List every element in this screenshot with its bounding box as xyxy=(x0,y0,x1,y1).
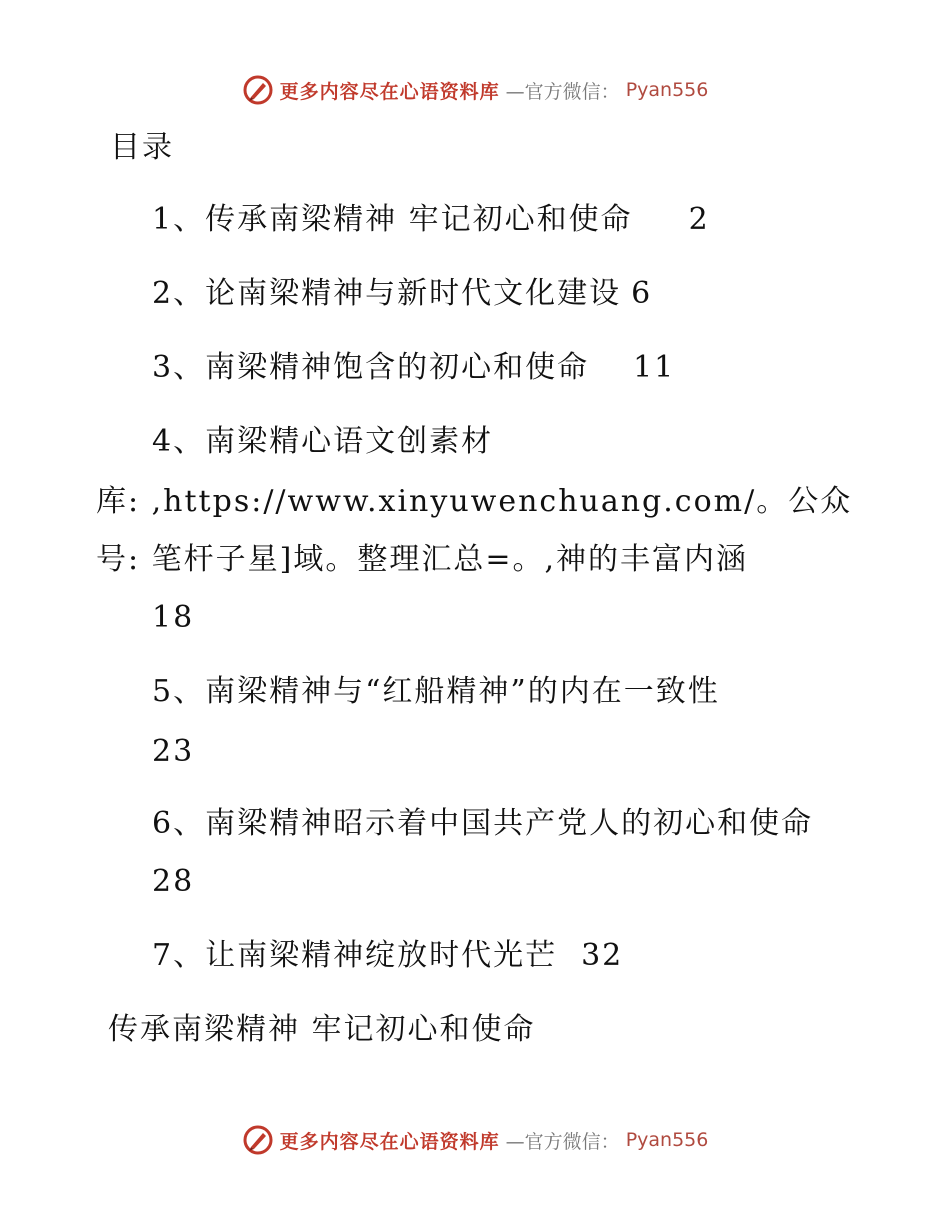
toc-entry-7[interactable] xyxy=(152,936,623,976)
footer-banner xyxy=(0,1120,950,1160)
toc-entry-label: 7、让南梁精神绽放时代光芒 xyxy=(152,938,558,973)
toc-entry-6-page: 28 xyxy=(152,864,195,899)
toc-entry-page: 32 xyxy=(581,938,624,973)
toc-entry-5[interactable]: 5、南梁精神与“红船精神”的内在一致性 xyxy=(152,674,720,709)
pen-logo-icon xyxy=(242,74,274,106)
toc-entry-4-page: 18 xyxy=(152,600,195,635)
pen-logo-icon xyxy=(242,1124,274,1156)
toc-entry-page: 6 xyxy=(631,276,653,311)
toc-entry-6[interactable]: 6、南梁精神昭示着中国共产党人的初心和使命 xyxy=(152,806,814,841)
toc-entry-4-line-3: 号: 笔杆子星]域。整理汇总=。,神的丰富内涵 xyxy=(96,542,749,577)
banner-wechat-label: —官方微信： xyxy=(505,1130,620,1153)
banner-wechat-id: Pyan556 xyxy=(625,79,709,101)
toc-entry-label: 3、南梁精神饱含的初心和使命 xyxy=(152,350,590,385)
banner-wechat-id: Pyan556 xyxy=(625,1129,709,1151)
toc-title: 目录 xyxy=(110,130,174,165)
toc-entry-5-page: 23 xyxy=(152,734,195,769)
toc-entry-label: 1、传承南梁精神 牢记初心和使命 xyxy=(152,202,633,237)
toc-entry-4[interactable]: 4、南梁精心语文创素材 xyxy=(152,424,494,459)
section-heading: 传承南梁精神 牢记初心和使命 xyxy=(108,1012,536,1047)
toc-entry-3[interactable] xyxy=(152,348,675,388)
toc-entry-2[interactable] xyxy=(152,274,652,314)
toc-entry-page: 2 xyxy=(688,202,710,237)
header-banner xyxy=(0,70,950,110)
toc-entry-4-line-2: 库: ,https://www.xinyuwenchuang.com/。公众 xyxy=(96,484,853,519)
banner-title: 更多内容尽在心语资料库 xyxy=(279,80,500,103)
toc-entry-1[interactable] xyxy=(152,200,710,240)
toc-entry-label: 2、论南梁精神与新时代文化建设 xyxy=(152,276,622,311)
toc-entry-page: 11 xyxy=(633,350,676,385)
banner-wechat-label: —官方微信： xyxy=(505,80,620,103)
banner-title: 更多内容尽在心语资料库 xyxy=(279,1130,500,1153)
